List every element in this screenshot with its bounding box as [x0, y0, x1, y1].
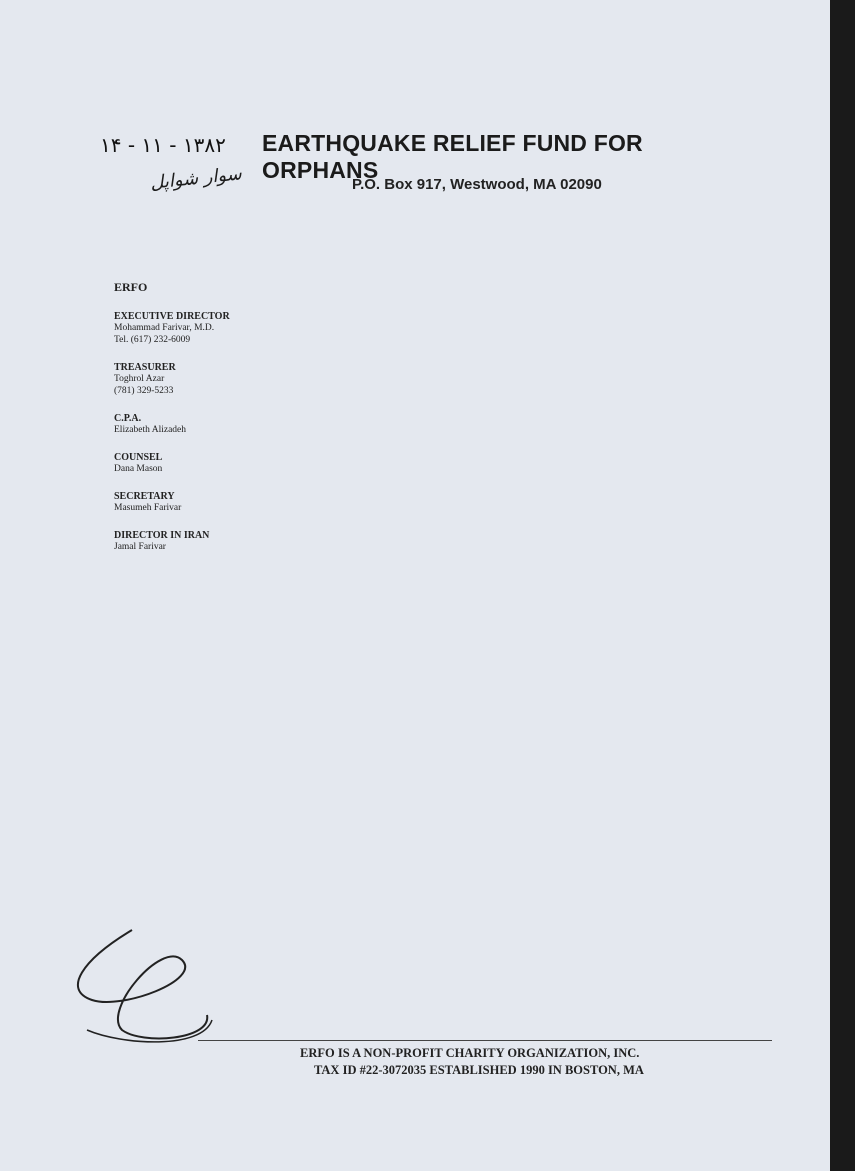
sidebar-role: COUNSEL: [114, 452, 163, 463]
handwritten-note: سوار شواپل: [149, 163, 243, 194]
sidebar-block-treasurer: [114, 362, 254, 397]
signature-image: [62, 920, 282, 1050]
footer-divider: [198, 1040, 772, 1041]
sidebar-line: Dana Mason: [114, 464, 163, 474]
letterhead-title: EARTHQUAKE RELIEF FUND FOR ORPHANS: [262, 130, 643, 183]
sidebar-block-cpa: [114, 413, 254, 436]
handwritten-date: ۱۳۸۲ - ۱۱ - ۱۴: [100, 133, 226, 157]
sidebar-block-director-in-iran: [114, 530, 254, 553]
sidebar-org: ERFO: [114, 280, 148, 294]
sidebar-role: SECRETARY: [114, 491, 175, 502]
footer: [300, 1045, 760, 1079]
footer-line-taxid: TAX ID #22-3072035 ESTABLISHED 1990 IN BOSTON, MA: [314, 1063, 644, 1077]
sidebar-role: DIRECTOR IN IRAN: [114, 530, 210, 541]
sidebar-block-executive-director: [114, 311, 254, 346]
sidebar-line: Mohammad Farivar, M.D.: [114, 323, 215, 333]
sidebar-role: EXECUTIVE DIRECTOR: [114, 311, 230, 322]
sidebar-role: TREASURER: [114, 362, 176, 373]
officers-sidebar: [114, 280, 254, 569]
scan-edge: [830, 0, 855, 1171]
footer-line-nonprofit: ERFO IS A NON-PROFIT CHARITY ORGANIZATION, INC.: [300, 1046, 640, 1060]
sidebar-block-secretary: [114, 491, 254, 514]
sidebar-line: Elizabeth Alizadeh: [114, 425, 187, 435]
sidebar-role: C.P.A.: [114, 413, 142, 424]
sidebar-block-counsel: [114, 452, 254, 475]
sidebar-line: Jamal Farivar: [114, 542, 166, 552]
sidebar-line: Tel. (617) 232-6009: [114, 335, 191, 345]
sidebar-line: Toghrol Azar: [114, 374, 165, 384]
sidebar-line: (781) 329-5233: [114, 386, 174, 396]
sidebar-line: Masumeh Farivar: [114, 503, 182, 513]
letterhead-address: P.O. Box 917, Westwood, MA 02090: [352, 176, 602, 193]
